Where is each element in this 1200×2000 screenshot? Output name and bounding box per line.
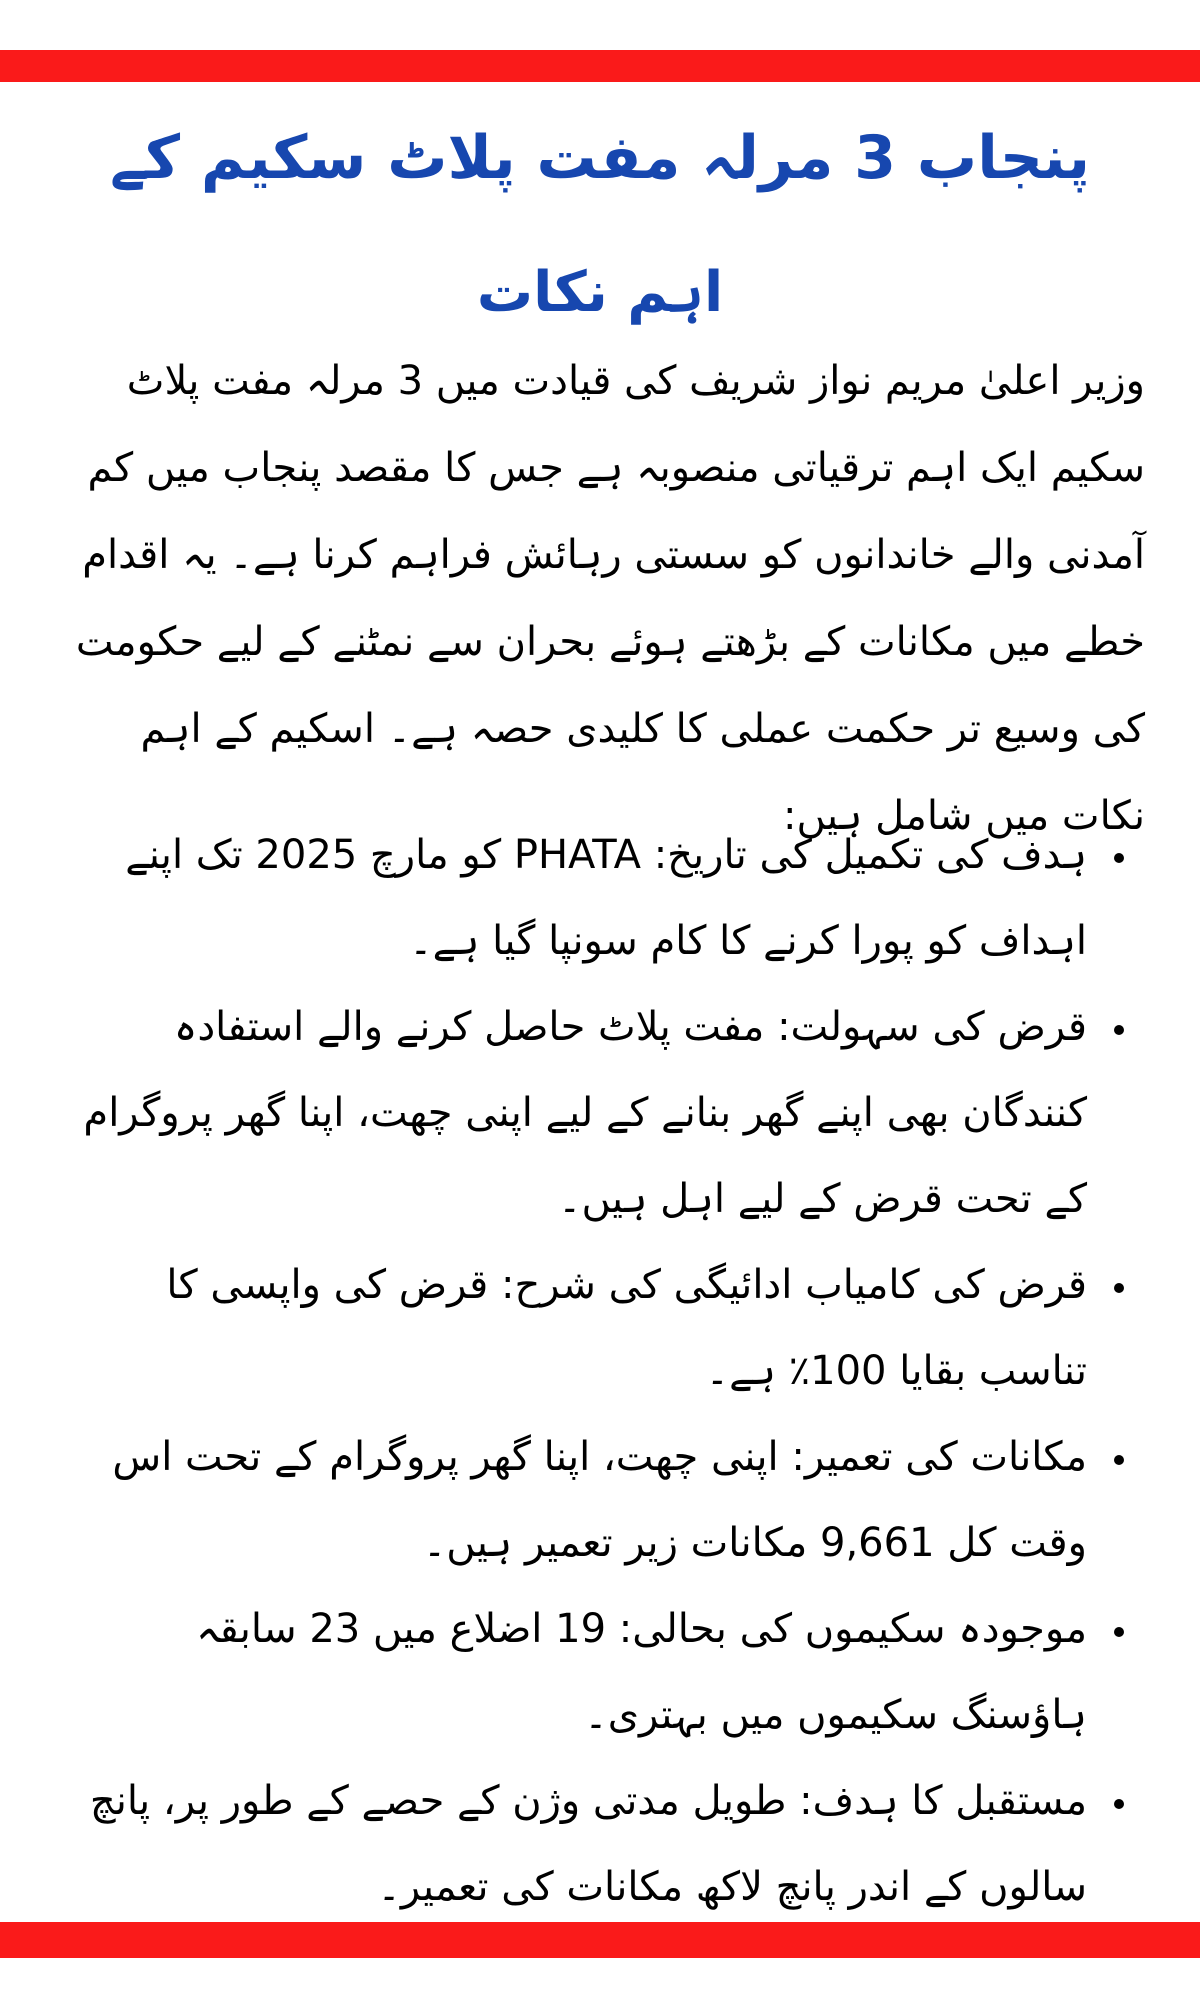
- page-title-line2: اہم نکات: [476, 260, 724, 325]
- list-item-loan-facility: • قرض کی سہولت: مفت پلاٹ حاصل کرنے والے استفادہ کنندگان بھی اپنے گھر بنانے کے لیے اپنی چھت، اپنا گھر پروگرام کے تحت قرض کے لیے اہل ہیں۔: [55, 984, 1097, 1242]
- list-item-schemes-restoration: • موجودہ سکیموں کی بحالی: 19 اضلاع میں 23 سابقہ ہاؤسنگ سکیموں میں بہتری۔: [55, 1586, 1097, 1758]
- bullet-list: [55, 812, 1145, 1930]
- key-points-list: [55, 812, 1145, 1930]
- list-item-houses-construction: • مکانات کی تعمیر: اپنی چھت، اپنا گھر پروگرام کے تحت اس وقت کل 9,661 مکانات زیر تعمیر ہیں۔: [55, 1414, 1097, 1586]
- page-title: [0, 88, 1200, 358]
- intro-paragraph: وزیر اعلیٰ مریم نواز شریف کی قیادت میں 3 مرلہ مفت پلاٹ سکیم ایک اہم ترقیاتی منصوبہ ہے جس کا مقصد پنجاب میں کم آمدنی والے خاندانوں کو سستی رہائش فراہم کرنا ہے۔ یہ اقدام خطے میں مکانات کے بڑھتے ہوئے بحران سے نمٹنے کے لیے حکومت کی وسیع تر حکمت عملی کا کلیدی حصہ ہے۔ اسکیم کے اہم نکات میں شامل ہیں:: [75, 358, 1145, 839]
- top-red-bar: [0, 50, 1200, 82]
- page-title-line1: پنجاب 3 مرلہ مفت پلاٹ سکیم کے: [109, 123, 1091, 193]
- list-item-target-date: • ہدف کی تکمیل کی تاریخ: PHATA کو مارچ 2025 تک اپنے اہداف کو پورا کرنے کا کام سونپا گیا ہے۔: [55, 812, 1097, 984]
- list-item-future-goal: • مستقبل کا ہدف: طویل مدتی وژن کے حصے کے طور پر، پانچ سالوں کے اندر پانچ لاکھ مکانات کی تعمیر۔: [55, 1758, 1097, 1930]
- list-item-repayment-rate: • قرض کی کامیاب ادائیگی کی شرح: قرض کی واپسی کا تناسب بقایا 100٪ ہے۔: [55, 1242, 1097, 1414]
- bottom-red-bar: [0, 1922, 1200, 1958]
